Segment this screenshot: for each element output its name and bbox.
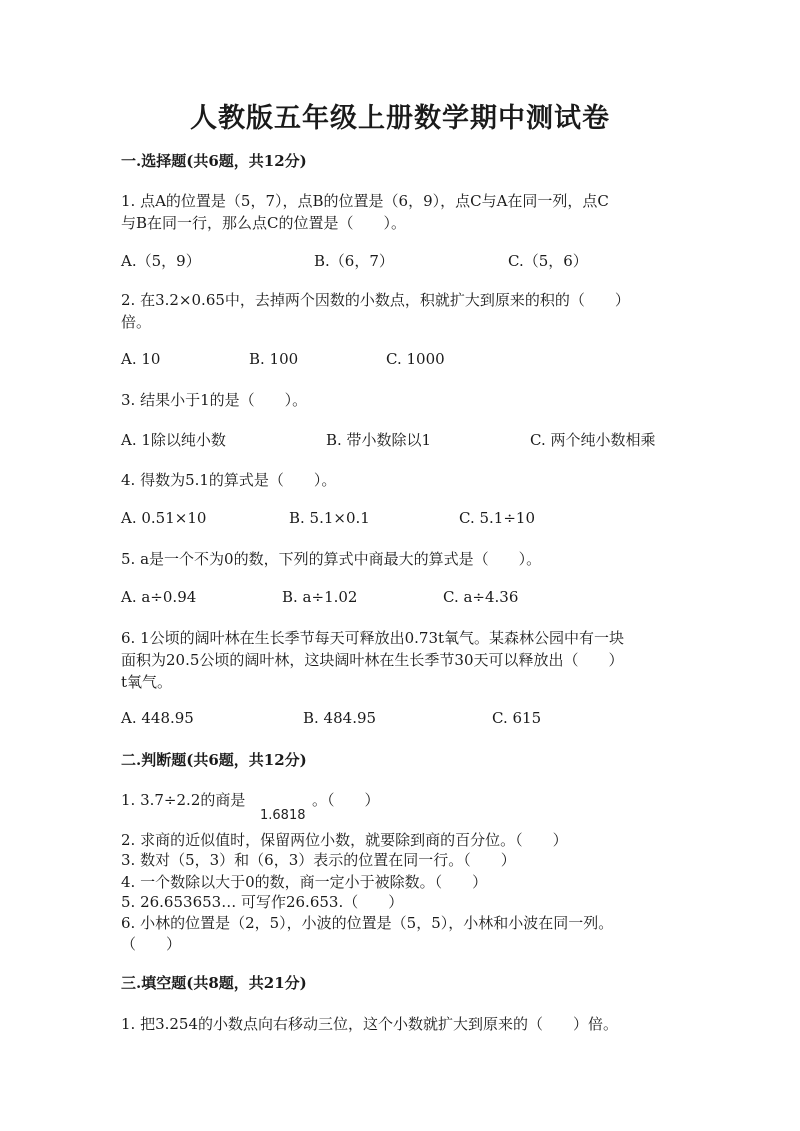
question-3-option-a: A. 1除以纯小数 [121, 431, 226, 449]
question-4-line-1: 4. 得数为5.1的算式是（ ）。 [121, 471, 337, 489]
section-heading-fill-blank: 三.填空题(共8题，共21分) [121, 974, 307, 992]
judge-5-text: 5. 26.653653… 可写作26.653.（ ） [121, 893, 404, 911]
question-3-line-1: 3. 结果小于1的是（ ）。 [121, 391, 308, 409]
judge-6-line-1: 6. 小林的位置是（2，5），小波的位置是（5，5），小林和小波在同一列。 [121, 914, 614, 932]
question-6-option-b: B. 484.95 [303, 709, 377, 727]
question-6-line-1: 6. 1公顷的阔叶林在生长季节每天可释放出0.73t氧气。某森林公园中有一块 [121, 629, 625, 647]
judge-3-text: 3. 数对（5，3）和（6，3）表示的位置在同一行。（ ） [121, 851, 516, 869]
question-2-option-c: C. 1000 [386, 350, 445, 368]
question-4-option-a: A. 0.51×10 [121, 509, 207, 527]
judge-4-text: 4. 一个数除以大于0的数，商一定小于被除数。（ ） [121, 873, 488, 891]
question-6-line-2: 面积为20.5公顷的阔叶林，这块阔叶林在生长季节30天可以释放出（ ） [121, 651, 624, 669]
question-6-option-a: A. 448.95 [121, 709, 194, 727]
question-5-option-c: C. a÷4.36 [443, 588, 519, 606]
question-5-line-1: 5. a是一个不为0的数，下列的算式中商最大的算式是（ ）。 [121, 550, 542, 568]
question-2-option-a: A. 10 [121, 350, 161, 368]
judge-1-bracket: 。（ ） [312, 791, 380, 809]
question-3-option-b: B. 带小数除以1 [326, 431, 432, 449]
fill-1-text: 1. 把3.254的小数点向右移动三位，这个小数就扩大到原来的（ ）倍。 [121, 1015, 619, 1033]
question-4-option-b: B. 5.1×0.1 [289, 509, 370, 527]
judge-1-text: 1. 3.7÷2.2的商是 [121, 791, 246, 809]
page-title: 人教版五年级上册数学期中测试卷 [190, 103, 610, 134]
question-1-option-a: A.（5，9） [121, 252, 201, 270]
question-3-option-c: C. 两个纯小数相乘 [530, 431, 656, 449]
question-1-line-1: 1. 点A的位置是（5，7），点B的位置是（6，9），点C与A在同一列，点C [121, 192, 609, 210]
question-2-option-b: B. 100 [249, 350, 299, 368]
question-5-option-b: B. a÷1.02 [282, 588, 358, 606]
question-2-line-2: 倍。 [121, 313, 152, 331]
judge-1-handwritten-answer: 1.6818 [260, 808, 306, 823]
question-6-option-c: C. 615 [492, 709, 542, 727]
question-1-option-c: C.（5，6） [508, 252, 588, 270]
question-1-option-b: B.（6，7） [314, 252, 394, 270]
question-5-option-a: A. a÷0.94 [121, 588, 197, 606]
judge-6-line-2: （ ） [121, 935, 182, 953]
question-4-option-c: C. 5.1÷10 [459, 509, 535, 527]
judge-2-text: 2. 求商的近似值时，保留两位小数，就要除到商的百分位。（ ） [121, 831, 568, 849]
question-6-line-3: t氧气。 [121, 673, 173, 691]
question-1-line-2: 与B在同一行，那么点C的位置是（ ）。 [121, 214, 407, 232]
section-heading-choice: 一.选择题(共6题，共12分) [121, 152, 307, 170]
section-heading-judgement: 二.判断题(共6题，共12分) [121, 751, 307, 769]
question-2-line-1: 2. 在3.2×0.65中，去掉两个因数的小数点，积就扩大到原来的积的（ ） [121, 291, 630, 309]
